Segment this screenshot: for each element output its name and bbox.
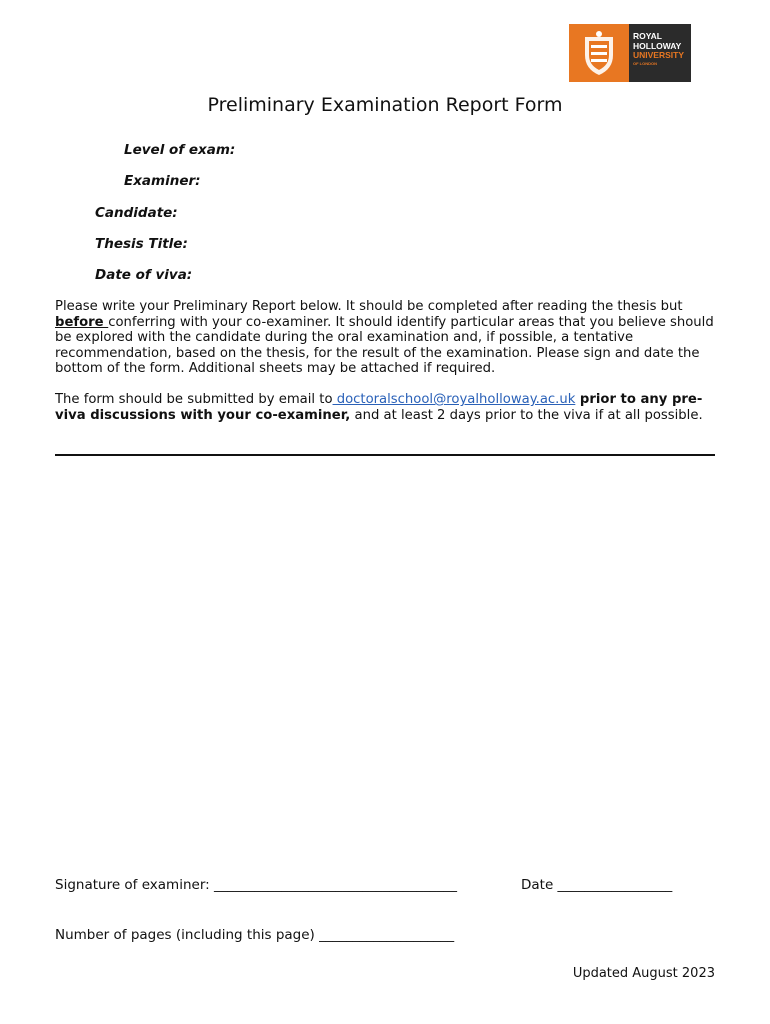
updated-note: Updated August 2023 [572, 966, 715, 981]
emphasis-before: before [55, 314, 109, 330]
field-date-of-viva: Date of viva: [95, 267, 193, 283]
section-divider [55, 454, 715, 456]
email-link[interactable]: doctoralschool@royalholloway.ac.uk [332, 392, 576, 407]
field-level-of-exam: Level of exam: [124, 142, 236, 158]
logo-wordmark: ROYAL HOLLOWAY UNIVERSITY OF LONDON [629, 24, 691, 82]
crest-icon [569, 24, 629, 82]
instructions-paragraph-1: Please write your Preliminary Report below. It should be completed after reading the thesis but before conferring with your co-examiner. It should identify particular areas that you believe should be explored with the candidate during the oral examination and, if possible, a tentative recommendation, based on the thesis, for the result of the examination. Please sign and date the bottom of the form. Additional sheets may be attached if required. [55, 299, 714, 376]
page-title: Preliminary Examination Report Form [207, 94, 563, 116]
royal-holloway-logo [569, 24, 691, 82]
field-candidate: Candidate: [95, 205, 178, 221]
signature-line[interactable]: Signature of examiner: ____________________________________ [55, 877, 457, 893]
field-thesis-title: Thesis Title: [95, 236, 188, 252]
date-line[interactable]: Date _________________ [521, 877, 673, 893]
instructions-paragraph-2: The form should be submitted by email to doctoralschool@royalholloway.ac.uk prior to any pre-viva discussions with your co-examiner, and at least 2 days prior to the viva if at all possible. [55, 392, 703, 423]
page-count-line[interactable]: Number of pages (including this page) ____________________ [55, 927, 455, 943]
field-examiner: Examiner: [124, 173, 201, 189]
